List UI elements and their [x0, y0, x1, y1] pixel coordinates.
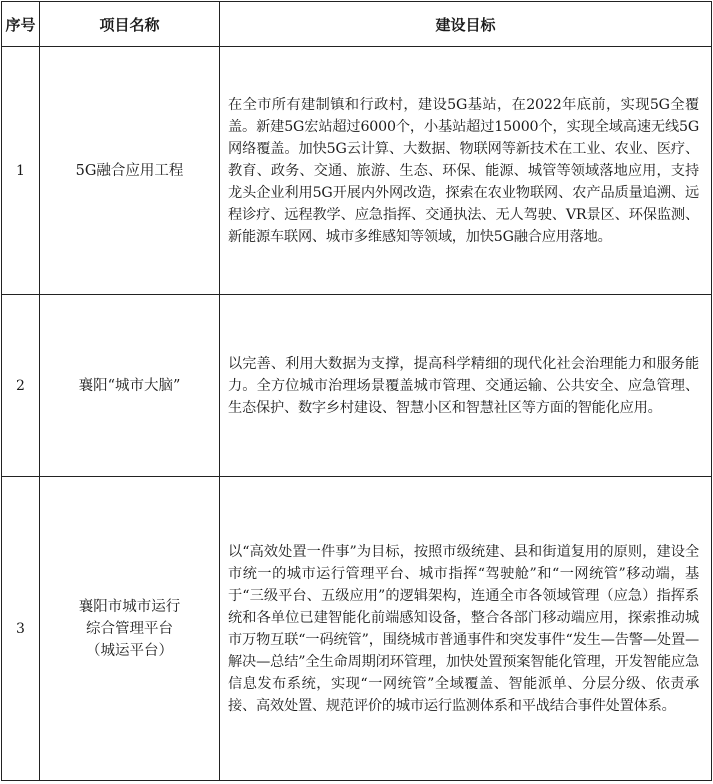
row-name-line: 襄阳市城市运行: [78, 598, 181, 615]
header-name: 项目名称: [40, 2, 220, 47]
row-name-line: （城运平台）: [86, 642, 173, 659]
row-index: 1: [2, 47, 40, 295]
header-index: 序号: [2, 2, 40, 47]
table-row: [2, 47, 712, 295]
project-table: [1, 1, 712, 781]
row-index: 3: [2, 477, 40, 781]
row-goal: [220, 295, 712, 477]
row-name-line: 综合管理平台: [86, 620, 173, 637]
row-name: 5G融合应用工程: [40, 47, 220, 295]
row-goal: [220, 477, 712, 781]
row-index: 2: [2, 295, 40, 477]
table-row: [2, 295, 712, 477]
row-name: [40, 477, 220, 781]
row-goal-text: 以“高效处置一件事”为目标，按照市级统建、县和街道复用的原则，建设全市统一的城市运行管理平台、城市指挥“驾驶舱”和“一网统管”移动端，基于“三级平台、五级应用”的逻辑架构，连通全市各领域管理（应急）指挥系统和各单位已建智能化前端感知设备，整合各部门移动端应用，探索推动城市万物互联“一码统管”，围绕城市普通事件和突发事件“发生—告警—处置—解决—总结”全生命周期闭环管理，加快处置预案智能化管理，开发智能应急信息发布系统，实现“一网统管”全域覆盖、智能派单、分层分级、依责承接、高效处置、规范评价的城市运行监测体系和平战结合事件处置体系。: [228, 543, 699, 714]
row-goal-text: 在全市所有建制镇和行政村，建设5G基站，在2022年底前，实现5G全覆盖。新建5G宏站超过6000个，小基站超过15000个，实现全域高速无线5G网络覆盖。加快5G云计算、大数据、物联网等新技术在工业、农业、医疗、教育、政务、交通、旅游、生态、环保、能源、城管等领域落地应用，支持龙头企业利用5G开展内外网改造，探索在农业物联网、农产品质量追溯、远程诊疗、远程教学、应急指挥、交通执法、无人驾驶、VR景区、环保监测、新能源车联网、城市多维感知等领域，加快5G融合应用落地。: [228, 96, 699, 245]
table-row: [2, 477, 712, 781]
header-goal: 建设目标: [220, 2, 712, 47]
row-name: 襄阳“城市大脑”: [40, 295, 220, 477]
row-goal: [220, 47, 712, 295]
table-header-row: [2, 2, 712, 47]
row-goal-text: 以完善、利用大数据为支撑，提高科学精细的现代化社会治理能力和服务能力。全方位城市治理场景覆盖城市管理、交通运输、公共安全、应急管理、生态保护、数字乡村建设、智慧小区和智慧社区等方面的智能化应用。: [228, 355, 699, 416]
